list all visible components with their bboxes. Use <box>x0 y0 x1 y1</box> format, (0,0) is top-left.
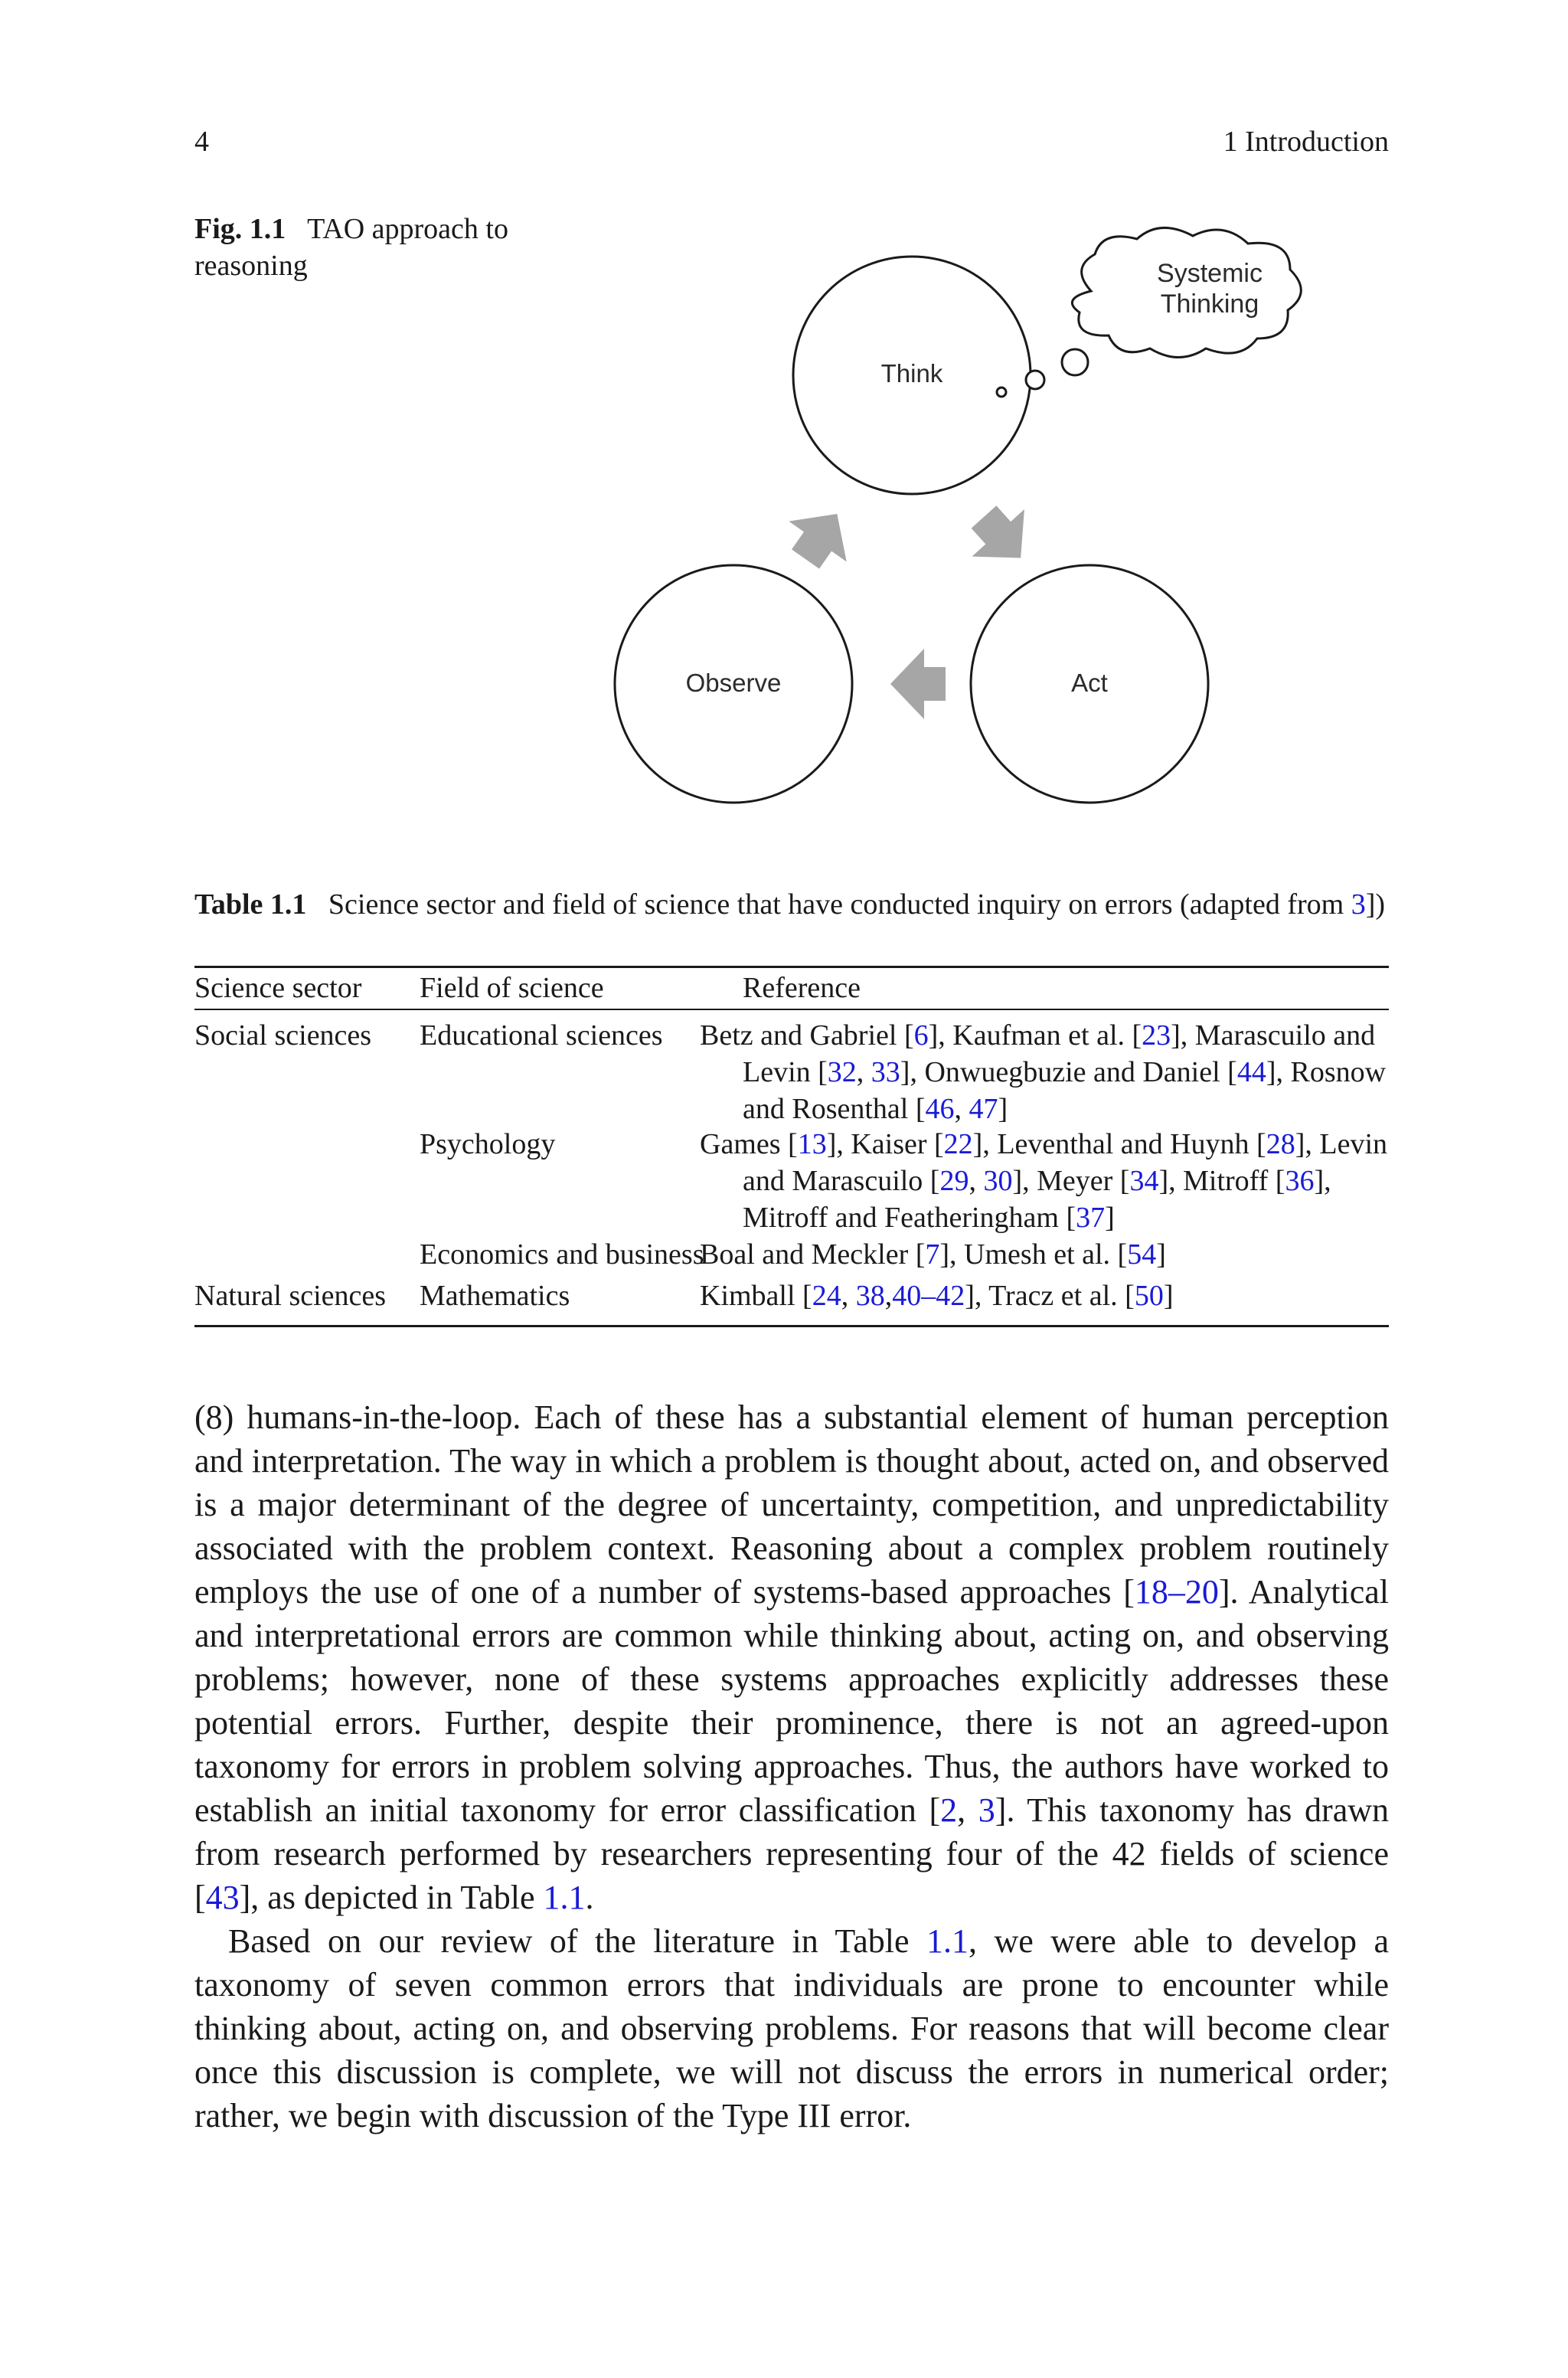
citation-link[interactable]: 50 <box>1134 1280 1164 1312</box>
citation-link[interactable]: 43 <box>205 1879 240 1916</box>
column-header-field: Field of science <box>420 972 604 1004</box>
text-run: Games [ <box>700 1128 798 1160</box>
citation-link[interactable]: 7 <box>925 1238 940 1271</box>
table-label: Table 1.1 <box>194 888 307 921</box>
row-field: Educational sciences <box>420 1019 663 1052</box>
citation-link[interactable]: 3 <box>978 1791 995 1829</box>
citation-link[interactable]: 1.1 <box>543 1879 586 1916</box>
citation-link[interactable]: 36 <box>1285 1165 1315 1197</box>
paragraph <box>194 1919 1389 2138</box>
text-run: ], Leventhal and Huynh [ <box>972 1128 1266 1160</box>
text-run: , <box>954 1093 969 1125</box>
thought-bubble-large <box>1062 349 1088 375</box>
text-run: (8) humans-in-the-loop. Each of these has a substantial element of human perception and interpretation. The way in which a problem is thought about, acted on, and observed is a major determinant of the degree of uncertainty, competition, and unpredictability associated with the problem context. Reasoning about a complex problem routinely employs the use of one of a number of systems-based approaches [ <box>194 1398 1389 1611</box>
table-caption <box>194 886 1389 923</box>
row-sector: Social sciences <box>194 1019 372 1052</box>
arrow-think-to-act <box>958 493 1047 581</box>
thought-bubble-medium <box>1026 371 1044 389</box>
act-label: Act <box>1071 669 1108 697</box>
arrow-act-to-observe <box>890 649 946 719</box>
text-run: ]. Analytical and interpretational errors are common while thinking about, acting on, and observing problems; however, none of these systems approaches explicitly addresses these potential errors. Further, despite their prominence, there is not an agreed-upon taxonomy for errors in problem solving approaches. Thus, the authors have worked to establish an initial taxonomy for error classification [ <box>194 1573 1389 1829</box>
text-run: ], Mitroff and Featheringham [ <box>743 1165 1331 1234</box>
citation-link[interactable]: 24 <box>812 1280 841 1312</box>
text-run: , <box>856 1056 871 1088</box>
text-run: ], Levin and Marascuilo [ <box>743 1128 1388 1197</box>
row-field: Mathematics <box>420 1280 570 1312</box>
text-run: , we were able to develop a taxonomy of seven common errors that individuals are prone to encounter while thinking about, acting on, and observing problems. For reasons that will become clear once this discussion is complete, we will not discuss the errors in numerical order; rather, we begin with discussion of the Type III error. <box>194 1922 1389 2134</box>
text-run: ], Tracz et al. [ <box>965 1280 1135 1312</box>
text-run: Kimball [ <box>700 1280 812 1312</box>
citation-link[interactable]: 2 <box>940 1791 958 1829</box>
cloud-label-line2: Thinking <box>1160 289 1259 319</box>
citation-link[interactable]: 6 <box>913 1019 929 1052</box>
text-run: , <box>841 1280 856 1312</box>
citation-link[interactable]: 22 <box>943 1128 973 1160</box>
page-number: 4 <box>194 126 209 158</box>
row-sector: Natural sciences <box>194 1280 387 1312</box>
citation-link[interactable]: 18–20 <box>1134 1573 1219 1611</box>
text-run: , <box>957 1791 978 1829</box>
running-title: 1 Introduction <box>1223 126 1389 158</box>
text-run: , <box>884 1280 893 1312</box>
text-run: ], Rosnow and Rosenthal [ <box>743 1056 1387 1125</box>
row-field: Economics and business <box>420 1238 704 1271</box>
text-run: ], Mitroff [ <box>1158 1165 1285 1197</box>
row-reference <box>700 1236 1393 1273</box>
text-run: ]. This taxonomy has drawn from research performed by researchers representing four of the 42 fields of science [ <box>194 1791 1389 1916</box>
body-text <box>194 1395 1389 2138</box>
cloud-label-line1: Systemic <box>1157 259 1263 288</box>
citation-link[interactable]: 38 <box>855 1280 885 1312</box>
arrow-observe-to-think <box>776 494 866 580</box>
citation-link[interactable]: 13 <box>797 1128 827 1160</box>
citation-link[interactable]: 40–42 <box>892 1280 965 1312</box>
paragraph <box>194 1395 1389 1919</box>
citation-link[interactable]: 54 <box>1127 1238 1157 1271</box>
tao-diagram <box>597 222 1401 827</box>
text-run: Based on our review of the literature in Table <box>228 1922 926 1960</box>
citation-link[interactable]: 46 <box>925 1093 955 1125</box>
text-run: ] <box>1105 1202 1115 1234</box>
text-run: ], Umesh et al. [ <box>939 1238 1128 1271</box>
table-caption-end: ]) <box>1365 888 1386 921</box>
citation-link[interactable]: 47 <box>969 1093 998 1125</box>
table-caption-text: Science sector and field of science that have conducted inquiry on errors (adapted from <box>328 888 1351 921</box>
row-field: Psychology <box>420 1128 556 1160</box>
think-label: Think <box>880 359 943 388</box>
citation-link[interactable]: 30 <box>983 1165 1013 1197</box>
text-run: ] <box>998 1093 1008 1125</box>
row-reference <box>700 1277 1393 1314</box>
table-header-rule <box>194 1009 1389 1010</box>
citation-link[interactable]: 44 <box>1236 1056 1266 1088</box>
citation-link[interactable]: 33 <box>871 1056 900 1088</box>
text-run: ], Onwuegbuzie and Daniel [ <box>900 1056 1237 1088</box>
text-run: ], Marascuilo and Levin [ <box>743 1019 1376 1088</box>
text-run: ] <box>1163 1280 1174 1312</box>
citation-link[interactable]: 29 <box>939 1165 969 1197</box>
text-run: ], as depicted in Table <box>239 1879 544 1916</box>
citation-link[interactable]: 1.1 <box>926 1922 969 1960</box>
citation-link[interactable]: 32 <box>827 1056 857 1088</box>
table-bottom-rule <box>194 1325 1389 1327</box>
text-run: . <box>585 1879 594 1916</box>
text-run: Boal and Meckler [ <box>700 1238 926 1271</box>
text-run: , <box>969 1165 984 1197</box>
figure-label: Fig. 1.1 <box>194 213 286 245</box>
table-top-rule <box>194 966 1389 968</box>
text-run: ], Kaufman et al. [ <box>928 1019 1142 1052</box>
citation-link[interactable]: 28 <box>1266 1128 1295 1160</box>
figure-caption <box>194 211 593 284</box>
row-reference <box>700 1126 1393 1236</box>
text-run: ], Meyer [ <box>1012 1165 1130 1197</box>
observe-label: Observe <box>685 669 782 697</box>
column-header-sector: Science sector <box>194 972 362 1004</box>
column-header-reference: Reference <box>743 972 861 1004</box>
thought-bubble-small <box>997 388 1006 397</box>
text-run: Betz and Gabriel [ <box>700 1019 914 1052</box>
row-reference <box>700 1017 1393 1127</box>
figure-caption-text: TAO approach to reasoning <box>194 213 508 282</box>
text-run: ] <box>1156 1238 1166 1271</box>
citation-link[interactable]: 37 <box>1076 1202 1106 1234</box>
table-caption-citation[interactable]: 3 <box>1351 888 1366 921</box>
citation-link[interactable]: 23 <box>1142 1019 1171 1052</box>
text-run: ], Kaiser [ <box>826 1128 944 1160</box>
citation-link[interactable]: 34 <box>1129 1165 1159 1197</box>
